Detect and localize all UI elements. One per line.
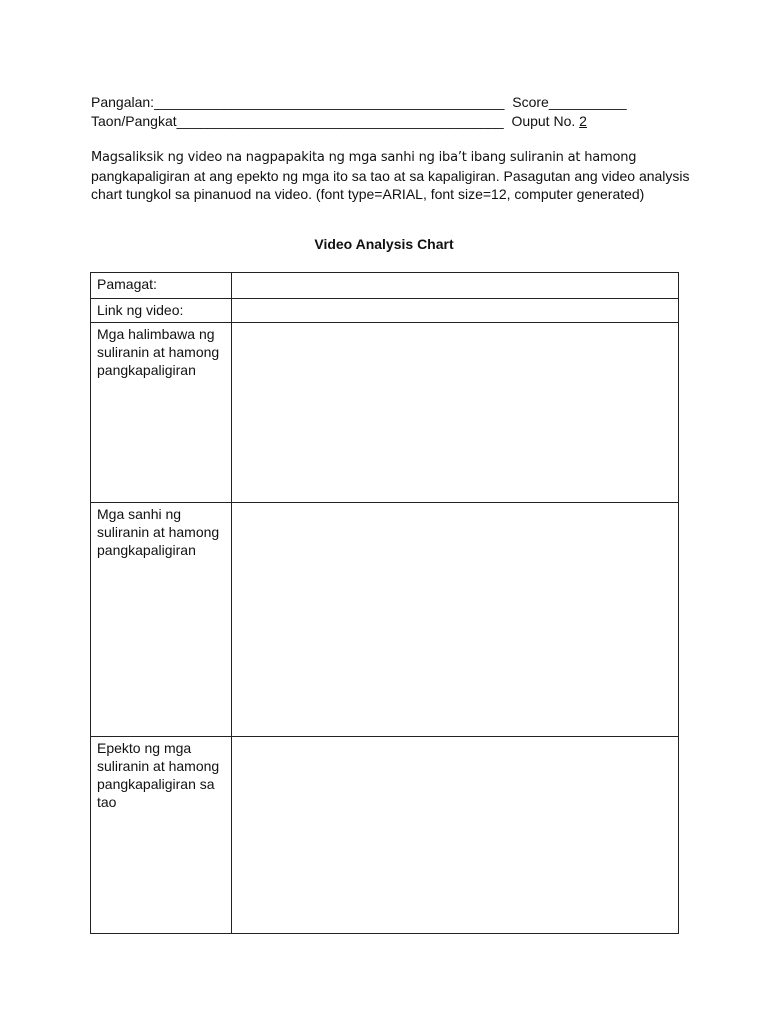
table-row-link (91, 299, 679, 323)
answer-cell-pamagat[interactable] (232, 273, 679, 299)
answer-cell-link[interactable] (232, 299, 679, 323)
instructions-line-1: Magsaliksik ng video na nagpapakita ng mga sanhi ng iba’t ibang suliranin at hamong (91, 150, 637, 165)
table-row-pamagat (91, 273, 679, 299)
table-row-sanhi (91, 503, 679, 737)
name-blank: _____________________________________________ (154, 94, 505, 110)
answer-cell-sanhi[interactable] (232, 503, 679, 737)
row-label: Mga halimbawa ng suliranin at hamong pangkapaligiran (91, 323, 232, 503)
row-label: Mga sanhi ng suliranin at hamong pangkapaligiran (91, 503, 232, 737)
output-label: Ouput No. (511, 113, 576, 129)
instructions-paragraph (91, 147, 691, 203)
answer-cell-epekto[interactable] (232, 737, 679, 934)
score-label: Score (512, 94, 549, 110)
video-analysis-table (90, 272, 679, 934)
table-row-epekto (91, 737, 679, 934)
row-label: Epekto ng mga suliranin at hamong pangkapaligiran sa tao (91, 737, 232, 934)
row-label: Pamagat: (91, 273, 232, 299)
year-label: Taon/Pangkat (91, 113, 177, 129)
chart-title: Video Analysis Chart (314, 236, 454, 252)
table-row-halimbawa (91, 323, 679, 503)
instructions-rest: pangkapaligiran at ang epekto ng mga ito sa tao at sa kapaligiran. Pasagutan ang video analysis chart tungkol sa pinanuod na video. (font type=ARIAL, font size=12, computer generated) (91, 168, 690, 202)
year-line (91, 112, 587, 130)
name-line (91, 93, 627, 111)
score-blank: __________ (548, 94, 627, 110)
row-label: Link ng video: (91, 299, 232, 323)
year-blank: __________________________________________ (176, 113, 504, 129)
answer-cell-halimbawa[interactable] (232, 323, 679, 503)
name-label: Pangalan: (91, 94, 155, 110)
output-number: 2 (579, 113, 587, 129)
